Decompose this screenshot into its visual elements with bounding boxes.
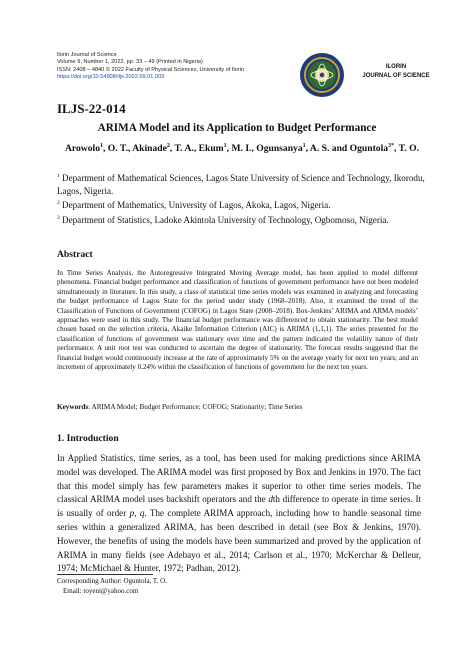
journal-logo bbox=[299, 52, 345, 98]
journal-name-line: JOURNAL OF SCIENCE bbox=[362, 73, 430, 79]
journal-header-line: Ilorin Journal of Science bbox=[57, 52, 117, 58]
author-separator: , bbox=[193, 143, 199, 155]
abstract-heading: Abstract bbox=[57, 249, 93, 260]
journal-header bbox=[57, 52, 297, 81]
intro-text-segment: , bbox=[134, 508, 140, 519]
affiliation-text: Department of Statistics, Ladoke Akintola University of Technology, Ogbomoso, Nigeria. bbox=[59, 214, 389, 225]
article-id: ILJS-22-014 bbox=[57, 101, 126, 116]
keywords bbox=[57, 403, 427, 411]
intro-variable: d bbox=[268, 494, 273, 505]
author-separator: , bbox=[251, 143, 257, 155]
author-affil-mark: 3* bbox=[388, 143, 395, 149]
journal-header-line: Volume 9, Number 1, 2022, pp. 33 – 49 (Printed in Nigeria) bbox=[57, 59, 203, 66]
intro-text-segment: th difference to operate in time series. It is usually of order bbox=[57, 494, 421, 519]
intro-variable: p bbox=[129, 508, 135, 519]
keywords-text: : ARIMA Model; Budget Performance; COFOG; Stationarity; Time Series bbox=[88, 403, 303, 411]
journal-name-line: ILORIN bbox=[385, 64, 407, 70]
corresponding-author: Corresponding Author: Oguntola, T. O. bbox=[57, 577, 167, 585]
author-email[interactable]: Email: toyeni@yahoo.com bbox=[63, 586, 139, 595]
affiliations bbox=[57, 170, 427, 226]
journal-header-line: ISSN: 2408 – 4840 © 2022 Faculty of Physical Sciences, University of Ilorin bbox=[57, 66, 244, 73]
author-initials: , M. I. bbox=[226, 143, 252, 155]
author-name: Oguntola bbox=[349, 143, 389, 155]
introduction-text bbox=[57, 452, 421, 576]
author-separator: and bbox=[329, 143, 350, 155]
affiliation-text: Department of Mathematics, University of Lagos, Akoka, Lagos, Nigeria. bbox=[59, 200, 331, 211]
doi-link[interactable]: https://doi.org/10.54908/iljs.2022.09.01.003 bbox=[57, 73, 165, 80]
author-affil-mark: 1 bbox=[100, 143, 103, 149]
affiliation-number: 2 bbox=[57, 200, 60, 207]
paper-title: ARIMA Model and its Application to Budget Performance bbox=[97, 122, 377, 134]
author-affil-mark: 1 bbox=[302, 143, 306, 149]
author-name: Ekum bbox=[198, 143, 224, 155]
section-heading-introduction: 1. Introduction bbox=[57, 433, 119, 444]
abstract-text: In Time Series Analysis, the Autoregressive Integrated Moving Average model, has been applied to model different phenomena. Financial budget performance and classification of functions of government performance have not been modeled simultaneously in literature. In this study, a class of statistical time series models was examined in analyzing and forecasting the budget performance of Lagos State for the period under study (1968–2018). Also, it examined the trend of the Classification of Functions of Government (COFOG) in Lagos State (2008–2018). Box-Jenkins’ ARIMA and ARMA models’ approaches were used in this study. The financial budget performance was differenced to obtain stationarity. The best model chosen based on the selection criteria, Akaike Information Criterion (AIC) is ARIMA (1,1,1). The series presented for the classification of functions of government was stationary over time and the pattern indicated the volatility nature of their performance. A unit root test was conducted to ascertain the degree of stationarity. The forecast results suggested that the financial budget would continuously increase at the rate of approximately 5% on the average yearly for next ten years; and an increment of approximately 0.24% within the classification of functions of government for the next ten years. bbox=[57, 269, 418, 372]
footnote bbox=[57, 577, 167, 596]
intro-variable: q bbox=[139, 508, 145, 519]
author-list bbox=[57, 143, 427, 154]
author-affil-mark: 1 bbox=[223, 143, 227, 149]
affiliation-text: Department of Mathematical Sciences, Lagos State University of Science and Technology, Ikorodu, Lagos, Nigeria. bbox=[57, 173, 425, 196]
author-initials: , T. A. bbox=[169, 143, 194, 155]
author-initials: , A. S. bbox=[305, 143, 330, 155]
affiliation bbox=[57, 197, 427, 212]
author-initials: , T. O. bbox=[394, 143, 419, 155]
author-separator: , bbox=[127, 143, 133, 155]
footnote-divider bbox=[57, 574, 153, 575]
journal-name bbox=[350, 63, 442, 81]
author-name: Ogunsanya bbox=[256, 143, 303, 155]
intro-text-segment: In Applied Statistics, time series, as a tool, has been used for making predictions since ARIMA model was developed. The ARIMA model was first proposed by Box and Jenkins in 1970. The fact that this model simply has few parameters makes it superior to other time series models. The classical ARIMA model uses backshift operators and the bbox=[57, 453, 421, 505]
affiliation bbox=[57, 212, 427, 227]
author-initials: , O. T. bbox=[103, 143, 128, 155]
affiliation-number: 3 bbox=[57, 214, 60, 221]
intro-text-segment: . The complete ARIMA approach, including how to handle seasonal time series within a generalized ARIMA, has been described in detail (see Box & Jenkins, 1970). However, the benefits of using the models have been summarized and proved by the application of ARIMA in many fields (see Adebayo et al., 2014; Carlson et al., 1970; McKerchar & Delleur, 1974; McMichael & Hunter, 1972; Padhan, 2012). bbox=[57, 508, 421, 574]
keywords-label: Keywords bbox=[57, 403, 89, 411]
author-name: Arowolo bbox=[65, 143, 100, 155]
logo-atom-core bbox=[320, 73, 324, 77]
affiliation-number: 1 bbox=[57, 173, 60, 179]
affiliation bbox=[57, 170, 427, 197]
author-affil-mark: 2 bbox=[166, 143, 170, 149]
author-name: Akinade bbox=[132, 143, 167, 155]
